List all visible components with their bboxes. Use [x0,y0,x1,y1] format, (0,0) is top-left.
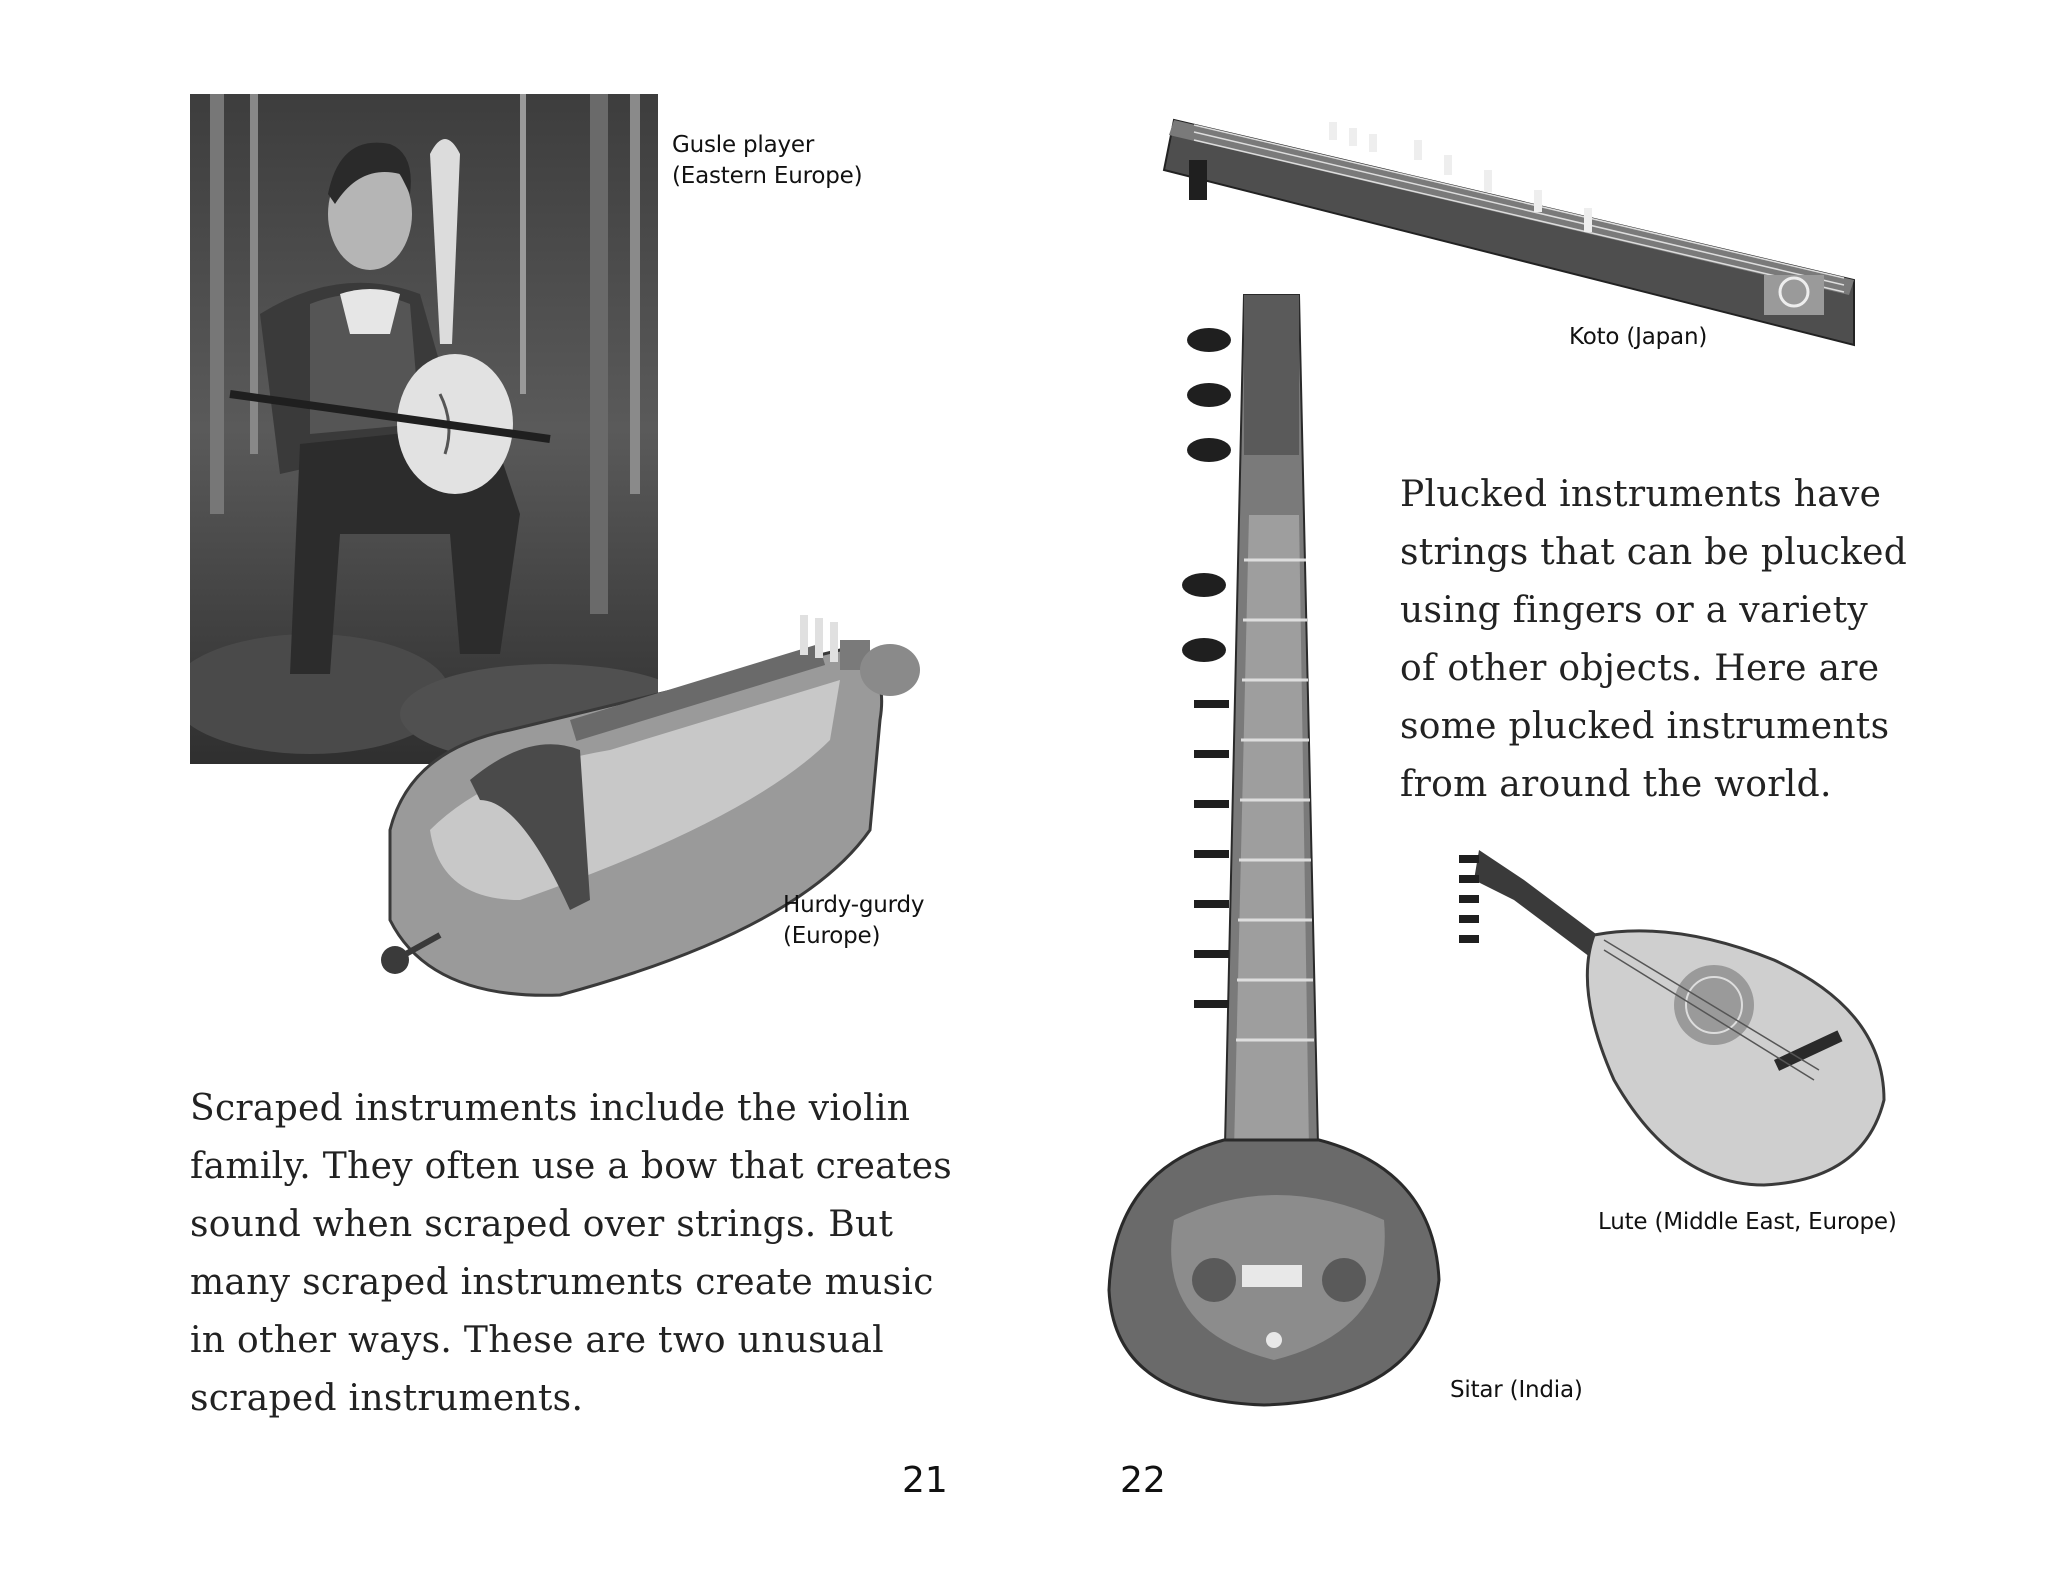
left-body-paragraph [190,1080,970,1428]
body-line: from around the world. [1400,764,1832,805]
body-line: of other objects. Here are [1400,648,1880,689]
right-body-paragraph [1400,466,1960,814]
page-number-left: 21 [902,1460,948,1501]
body-line: some plucked instruments [1400,706,1890,747]
body-line: scraped instruments. [190,1378,584,1419]
body-line: many scraped instruments create music [190,1262,934,1303]
sitar-caption: Sitar (India) [1450,1377,1583,1403]
right-page [1024,0,2048,1582]
body-line: using fingers or a variety [1400,590,1869,631]
lute-image [1444,840,1904,1200]
body-line: strings that can be plucked [1400,532,1908,573]
body-line: Plucked instruments have [1400,474,1882,515]
body-line: Scraped instruments include the violin [190,1088,911,1129]
gusle-caption: Gusle player (Eastern Europe) [672,132,863,189]
body-line: sound when scraped over strings. But [190,1204,894,1245]
hurdy-gurdy-caption: Hurdy-gurdy (Europe) [783,892,925,949]
koto-caption: Koto (Japan) [1569,324,1708,350]
body-line: family. They often use a bow that creates [190,1146,953,1187]
page-number-right: 22 [1120,1460,1166,1501]
body-line: in other ways. These are two unusual [190,1320,884,1361]
lute-caption: Lute (Middle East, Europe) [1598,1209,1897,1235]
